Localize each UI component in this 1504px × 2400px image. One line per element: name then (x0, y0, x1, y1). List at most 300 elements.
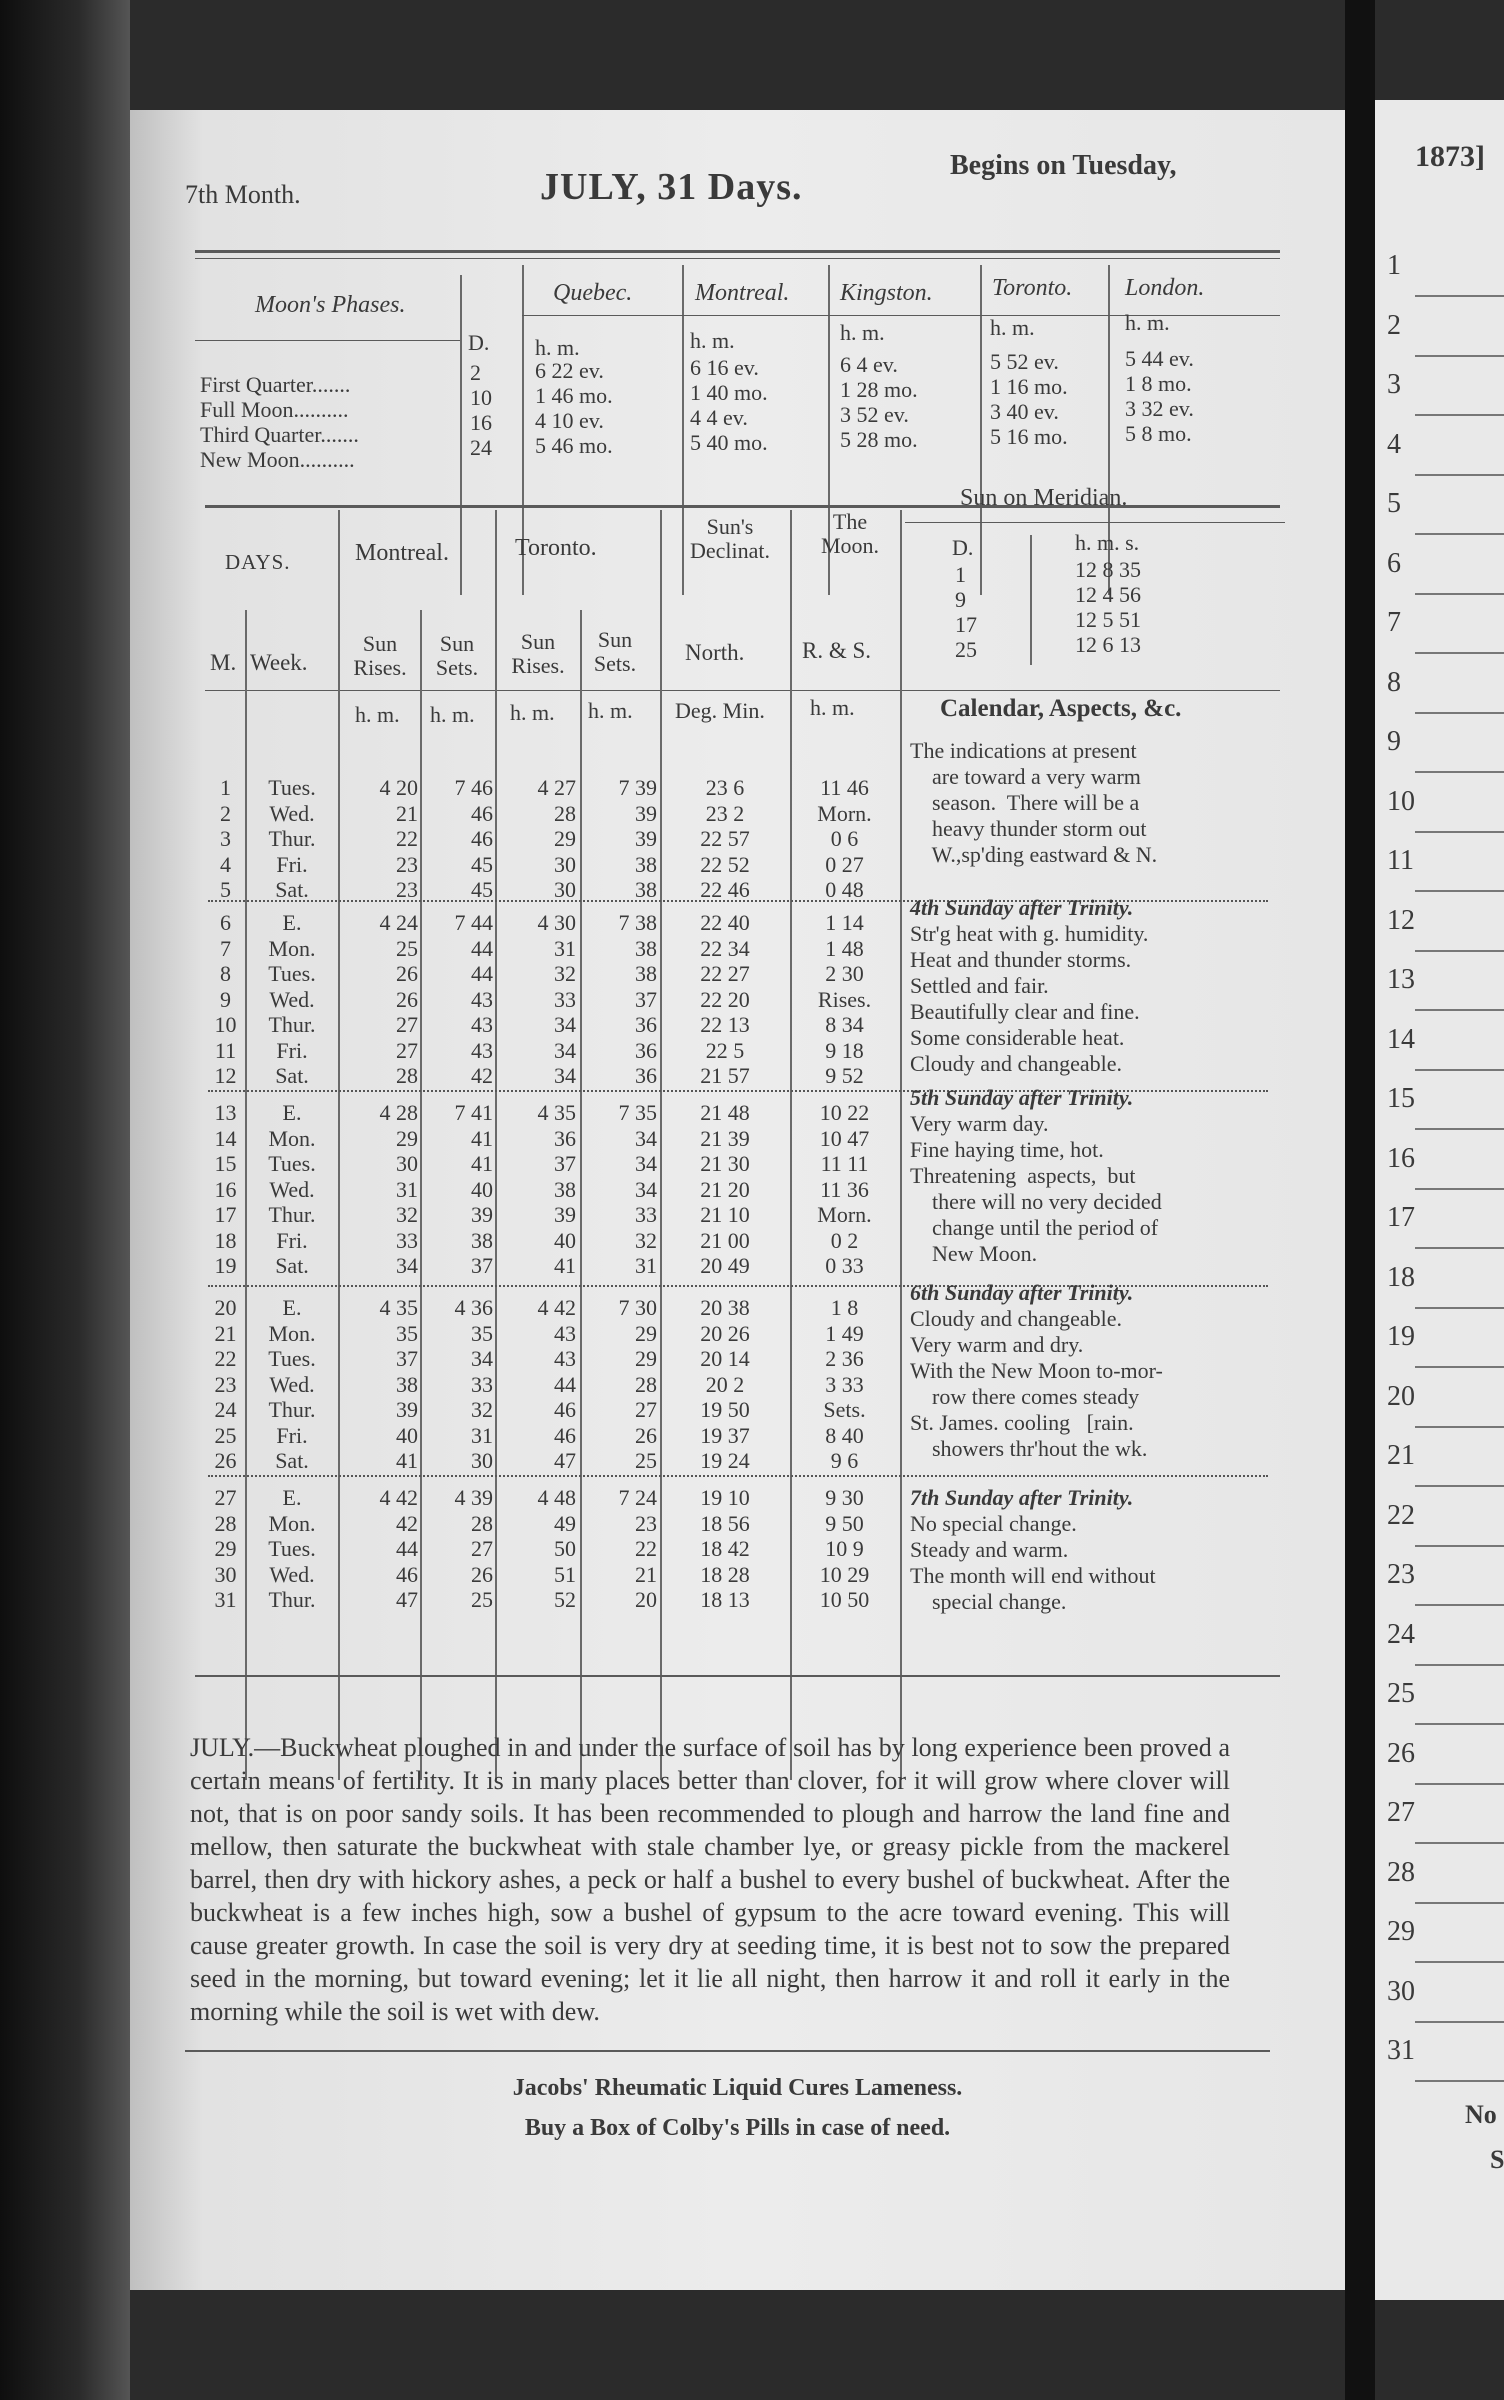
day-cell-dec: 18 13 (700, 1587, 750, 1612)
day-cell-ts: 7 24 (618, 1485, 657, 1510)
day-cell-ts: 27 (635, 1397, 657, 1422)
right-page (1375, 100, 1504, 2300)
day-cell-w: Wed. (269, 986, 315, 1012)
day-cell-tr: 37 (554, 1151, 576, 1176)
day-cell-w: Mon. (268, 1320, 316, 1346)
right-day-number: 27 (1387, 1797, 1415, 1828)
day-cell-m: 11 (214, 1037, 237, 1063)
day-cell-ms: 34 (471, 1346, 493, 1371)
day-cell-mr: 4 35 (379, 1295, 418, 1320)
day-cell-moon: Morn. (817, 1202, 872, 1227)
phase-time: 3 52 ev. (840, 402, 909, 427)
day-cell-tr: 50 (554, 1536, 576, 1561)
day-cell-ts: 38 (635, 935, 657, 961)
day-cell-ms: 7 46 (454, 775, 493, 800)
day-cell-w: Thur. (268, 1012, 316, 1037)
day-cell-ts: 38 (635, 851, 657, 877)
aspect-line: row there comes steady (910, 1384, 1140, 1409)
day-cell-moon: Rises. (817, 986, 872, 1012)
right-row-rule (1415, 712, 1504, 714)
rule-phases (195, 340, 460, 341)
day-cell-w: E. (282, 910, 302, 935)
right-row-rule (1415, 652, 1504, 654)
rule-para-bottom (185, 2050, 1270, 2052)
right-year: 1873] (1415, 140, 1485, 173)
aspect-line: Steady and warm. (910, 1537, 1069, 1562)
day-cell-dec: 22 27 (700, 961, 750, 986)
aspect-line: 7th Sunday after Trinity. (910, 1485, 1134, 1510)
hm-toronto-sets: h. m. (588, 698, 633, 723)
hdr-declin: Sun's Declinat. (689, 514, 771, 563)
day-cell-moon: Morn. (817, 800, 872, 826)
day-cell-m: 15 (214, 1151, 237, 1176)
day-cell-dec: 18 42 (700, 1536, 750, 1561)
phase-time: 4 10 ev. (535, 408, 604, 433)
day-cell-ms: 37 (471, 1253, 493, 1278)
col-rule-2 (338, 510, 340, 1780)
right-day-number: 4 (1387, 428, 1401, 460)
right-row-rule (1415, 1247, 1504, 1249)
right-row-rule (1415, 950, 1504, 952)
day-cell-moon: 9 50 (825, 1510, 864, 1536)
phase-time: 3 32 ev. (1125, 396, 1194, 421)
right-row-rule (1415, 771, 1504, 773)
hm-montreal-sets: h. m. (430, 702, 475, 727)
right-row-rule (1415, 1188, 1504, 1190)
day-cell-m: 6 (220, 910, 231, 935)
day-cell-m: 12 (214, 1063, 237, 1088)
day-cell-mr: 39 (396, 1397, 418, 1422)
city-london: London. (1125, 275, 1205, 301)
phase-time: 5 40 mo. (690, 430, 768, 455)
right-row-rule (1415, 1961, 1504, 1963)
day-cell-moon: 1 14 (825, 910, 864, 935)
day-cell-dec: 19 37 (700, 1422, 750, 1448)
day-cell-w: E. (282, 1100, 302, 1125)
aspect-line: Some considerable heat. (910, 1025, 1125, 1050)
meridian-day: 1 (955, 562, 966, 587)
hdr-week: Week. (250, 650, 308, 675)
aspect-line: season. There will be a (910, 790, 1140, 815)
day-cell-mr: 4 42 (379, 1485, 418, 1510)
col-rule-1 (245, 610, 247, 1780)
day-cell-m: 13 (214, 1100, 237, 1125)
hm-toronto-rises: h. m. (510, 700, 555, 725)
day-cell-tr: 30 (554, 877, 576, 902)
day-cell-w: Mon. (268, 1510, 316, 1536)
phase-time: 1 16 mo. (990, 374, 1068, 399)
day-cell-moon: 9 18 (825, 1037, 864, 1063)
rule-top (195, 250, 1280, 253)
day-cell-mr: 41 (396, 1448, 418, 1473)
day-cell-ms: 7 41 (454, 1100, 493, 1125)
day-cell-moon: 9 6 (830, 1448, 859, 1473)
day-cell-dec: 22 46 (700, 877, 750, 902)
meridian-time: 12 4 56 (1075, 582, 1141, 607)
day-cell-ts: 36 (635, 1012, 657, 1037)
phase-time: 6 22 ev. (535, 358, 604, 383)
right-row-rule (1415, 2080, 1504, 2082)
right-day-number: 9 (1387, 726, 1401, 757)
day-cell-dec: 21 20 (700, 1176, 750, 1202)
day-cell-dec: 18 28 (700, 1561, 750, 1587)
meridian-time: 12 5 51 (1075, 607, 1141, 632)
day-cell-moon: 11 36 (820, 1176, 869, 1202)
aspect-line: Str'g heat with g. humidity. (910, 921, 1149, 946)
rule-hdr-mid (205, 690, 1280, 691)
day-cell-tr: 32 (554, 961, 576, 986)
right-row-rule (1415, 593, 1504, 595)
right-day-number: 2 (1387, 309, 1401, 341)
phase-time: 1 8 mo. (1125, 371, 1192, 396)
phase-time: 5 28 mo. (840, 427, 918, 452)
day-cell-dec: 23 2 (705, 800, 745, 826)
day-cell-ts: 7 39 (618, 775, 657, 800)
right-day-number: 7 (1387, 607, 1401, 638)
right-day-number: 5 (1387, 488, 1401, 519)
day-cell-w: Wed. (269, 1561, 315, 1587)
day-cell-mr: 29 (396, 1125, 418, 1151)
day-cell-mr: 44 (396, 1536, 418, 1561)
day-cell-tr: 34 (554, 1063, 576, 1088)
day-cell-tr: 36 (554, 1125, 576, 1151)
aspect-line: showers thr'hout the wk. (910, 1436, 1148, 1461)
day-cell-tr: 46 (554, 1422, 576, 1448)
day-cell-ms: 46 (471, 826, 493, 851)
day-cell-w: Tues. (268, 961, 316, 986)
day-cell-w: Tues. (268, 1346, 316, 1371)
book-gutter (1345, 0, 1375, 2400)
hm-toronto: h. m. (990, 315, 1035, 340)
phase-time: 5 44 ev. (1125, 346, 1194, 371)
day-cell-m: 5 (220, 877, 231, 902)
day-cell-ts: 39 (635, 826, 657, 851)
day-cell-ms: 45 (471, 851, 493, 877)
day-cell-ts: 25 (635, 1448, 657, 1473)
day-cell-mr: 37 (396, 1346, 418, 1371)
day-cell-dec: 21 30 (700, 1151, 750, 1176)
day-cell-ts: 36 (635, 1037, 657, 1063)
hdr-north: North. (685, 640, 745, 665)
day-cell-m: 18 (214, 1227, 237, 1253)
day-cell-ts: 34 (635, 1151, 657, 1176)
right-row-rule (1415, 1128, 1504, 1130)
right-footer-1: No (1465, 2100, 1497, 2129)
day-cell-ms: 4 36 (454, 1295, 493, 1320)
day-cell-dec: 22 57 (700, 826, 750, 851)
day-cell-moon: 11 11 (820, 1151, 869, 1176)
day-cell-ts: 29 (635, 1346, 657, 1371)
day-cell-ms: 46 (471, 800, 493, 826)
col-rule-8 (900, 510, 902, 1780)
aspect-line: No special change. (910, 1511, 1077, 1536)
right-row-rule (1415, 1366, 1504, 1368)
day-cell-mr: 23 (396, 877, 418, 902)
day-cell-mr: 21 (396, 800, 418, 826)
day-cell-ts: 38 (635, 877, 657, 902)
day-cell-dec: 20 38 (700, 1295, 750, 1320)
day-cell-dec: 19 24 (700, 1448, 750, 1473)
phase-name: Full Moon.......... (200, 397, 349, 422)
day-cell-w: Wed. (269, 800, 315, 826)
day-cell-tr: 31 (554, 935, 576, 961)
right-row-rule (1415, 890, 1504, 892)
day-cell-tr: 30 (554, 851, 576, 877)
day-cell-ms: 44 (471, 961, 493, 986)
day-cell-tr: 47 (554, 1448, 576, 1473)
day-cell-ts: 33 (635, 1202, 657, 1227)
day-cell-w: Mon. (268, 1125, 316, 1151)
right-row-rule (1415, 1307, 1504, 1309)
day-cell-mr: 32 (396, 1202, 418, 1227)
aspect-line: 6th Sunday after Trinity. (910, 1280, 1134, 1305)
day-cell-mr: 42 (396, 1510, 418, 1536)
day-cell-ms: 43 (471, 986, 493, 1012)
day-cell-m: 23 (214, 1371, 237, 1397)
right-day-number: 20 (1387, 1380, 1415, 1412)
day-cell-ts: 32 (635, 1227, 657, 1253)
day-cell-ts: 23 (635, 1510, 657, 1536)
day-cell-mr: 28 (396, 1063, 418, 1088)
day-cell-dec: 20 26 (700, 1320, 750, 1346)
day-cell-m: 17 (214, 1202, 237, 1227)
phase-time: 3 40 ev. (990, 399, 1059, 424)
day-cell-ts: 36 (635, 1063, 657, 1088)
day-cell-moon: 2 36 (825, 1346, 864, 1371)
day-cell-tr: 46 (554, 1397, 576, 1422)
phase-time: 1 40 mo. (690, 380, 768, 405)
aspect-line: Cloudy and changeable. (910, 1306, 1122, 1331)
right-row-rule (1415, 1545, 1504, 1547)
day-cell-w: Wed. (269, 1371, 315, 1397)
day-cell-ms: 26 (471, 1561, 493, 1587)
day-cell-m: 25 (214, 1422, 237, 1448)
ad-line-2: Buy a Box of Colby's Pills in case of need. (524, 2115, 951, 2141)
day-cell-ts: 34 (635, 1176, 657, 1202)
right-day-number: 23 (1387, 1559, 1415, 1590)
day-cell-tr: 34 (554, 1012, 576, 1037)
right-row-rule (1415, 831, 1504, 833)
day-cell-w: Thur. (268, 1397, 316, 1422)
day-cell-tr: 4 30 (537, 910, 576, 935)
day-cell-moon: 1 8 (830, 1295, 859, 1320)
right-day-number: 8 (1387, 666, 1401, 698)
day-cell-ts: 7 35 (618, 1100, 657, 1125)
day-cell-tr: 52 (554, 1587, 576, 1612)
city-toronto: Toronto. (992, 275, 1073, 301)
right-day-number: 18 (1387, 1261, 1415, 1293)
right-row-rule (1415, 1485, 1504, 1487)
day-cell-m: 20 (214, 1295, 237, 1320)
meridian-d-header: D. (952, 535, 974, 560)
right-day-number: 15 (1387, 1083, 1415, 1114)
day-cell-ts: 26 (635, 1422, 657, 1448)
week-separator (208, 1475, 1268, 1477)
day-cell-w: Tues. (268, 775, 316, 800)
day-cell-ts: 37 (635, 986, 657, 1012)
aspect-line: The indications at present (910, 738, 1137, 763)
aspect-line: there will no very decided (910, 1189, 1162, 1214)
aspect-line: are toward a very warm (910, 764, 1141, 789)
right-day-number: 1 (1387, 250, 1401, 281)
day-cell-dec: 22 13 (700, 1012, 750, 1037)
day-cell-tr: 41 (554, 1253, 576, 1278)
right-row-rule (1415, 1069, 1504, 1071)
right-day-number: 16 (1387, 1142, 1415, 1174)
right-day-number: 11 (1387, 845, 1414, 876)
hm-degmin: Deg. Min. (675, 698, 765, 723)
day-cell-dec: 23 6 (705, 775, 745, 800)
begins-label: Begins on Tuesday, (950, 150, 1177, 181)
rule-meridian (905, 522, 1285, 523)
day-cell-ts: 31 (635, 1253, 657, 1278)
day-cell-ms: 33 (471, 1371, 493, 1397)
phases-day-header: D. (468, 330, 490, 355)
day-cell-mr: 38 (396, 1371, 418, 1397)
day-cell-mr: 26 (396, 986, 418, 1012)
meridian-day: 25 (955, 637, 977, 662)
day-cell-m: 1 (220, 775, 231, 800)
day-cell-w: Sat. (275, 877, 309, 902)
day-cell-moon: 10 9 (825, 1536, 864, 1561)
day-cell-w: Sat. (275, 1448, 309, 1473)
day-cell-moon: 9 30 (825, 1485, 864, 1510)
right-day-number: 22 (1387, 1499, 1415, 1531)
day-cell-mr: 33 (396, 1227, 418, 1253)
day-cell-mr: 35 (396, 1320, 418, 1346)
phase-time: 5 8 mo. (1125, 421, 1192, 446)
day-cell-tr: 28 (554, 800, 576, 826)
right-row-rule (1415, 2021, 1504, 2023)
day-cell-ts: 21 (635, 1561, 657, 1587)
aspect-line: 4th Sunday after Trinity. (910, 895, 1134, 920)
day-cell-ms: 39 (471, 1202, 493, 1227)
day-cell-ts: 28 (635, 1371, 657, 1397)
day-cell-ms: 44 (471, 935, 493, 961)
hdr-montreal: Montreal. (355, 540, 449, 566)
right-day-number: 10 (1387, 785, 1415, 817)
day-cell-moon: 10 22 (819, 1100, 870, 1125)
day-cell-mr: 25 (396, 935, 418, 961)
day-cell-mr: 4 28 (379, 1100, 418, 1125)
day-cell-m: 26 (214, 1448, 237, 1473)
almanac-page (130, 110, 1345, 2290)
day-cell-moon: 0 48 (825, 877, 864, 902)
hdr-toronto-sets: Sun Sets. (593, 627, 637, 676)
hdr-toronto-rises: Sun Rises. (511, 629, 565, 678)
phase-name: First Quarter....... (200, 372, 351, 397)
city-kingston: Kingston. (840, 280, 933, 306)
phase-day: 24 (470, 435, 492, 460)
book-edge-left (0, 0, 130, 2400)
day-cell-ms: 25 (471, 1587, 493, 1612)
day-cell-w: Sat. (275, 1063, 309, 1088)
day-cell-mr: 27 (396, 1012, 418, 1037)
day-cell-dec: 22 5 (705, 1037, 745, 1063)
day-cell-ms: 40 (471, 1176, 493, 1202)
right-row-rule (1415, 533, 1504, 535)
right-row-rule (1415, 1664, 1504, 1666)
day-cell-m: 31 (214, 1587, 237, 1612)
day-cell-m: 24 (214, 1397, 237, 1422)
day-cell-ms: 43 (471, 1012, 493, 1037)
day-cell-w: Fri. (276, 1037, 308, 1063)
right-row-rule (1415, 1604, 1504, 1606)
day-cell-w: Thur. (268, 1587, 316, 1612)
page-title: JULY, 31 Days. (540, 166, 803, 208)
day-cell-moon: 3 33 (825, 1371, 864, 1397)
day-cell-ms: 30 (471, 1448, 493, 1473)
day-cell-dec: 22 20 (700, 986, 750, 1012)
rule-para-top (195, 1675, 1280, 1677)
phase-time: 1 28 mo. (840, 377, 918, 402)
aspect-line: Fine haying time, hot. (910, 1137, 1104, 1162)
meridian-hms-header: h. m. s. (1075, 530, 1140, 555)
aspect-line: Very warm day. (910, 1111, 1049, 1136)
day-cell-mr: 31 (396, 1176, 418, 1202)
day-cell-mr: 34 (396, 1253, 418, 1278)
day-cell-tr: 40 (554, 1227, 576, 1253)
phase-time: 6 16 ev. (690, 355, 759, 380)
meridian-time: 12 8 35 (1075, 557, 1141, 582)
day-cell-tr: 43 (554, 1346, 576, 1371)
day-cell-tr: 51 (554, 1561, 576, 1587)
day-cell-m: 21 (214, 1320, 237, 1346)
day-cell-m: 22 (214, 1346, 237, 1371)
aspect-line: Threatening aspects, but (910, 1163, 1136, 1188)
day-cell-w: Fri. (276, 1422, 308, 1448)
day-cell-moon: 10 29 (819, 1561, 870, 1587)
right-day-number: 31 (1387, 2035, 1415, 2066)
day-cell-ms: 31 (471, 1422, 493, 1448)
day-cell-ms: 35 (471, 1320, 493, 1346)
aspect-line: With the New Moon to-mor- (910, 1358, 1163, 1383)
day-cell-moon: 0 2 (830, 1227, 859, 1253)
day-cell-m: 2 (220, 800, 231, 826)
day-cell-m: 3 (220, 826, 231, 851)
ad-line-1: Jacobs' Rheumatic Liquid Cures Lameness. (512, 2075, 963, 2101)
right-day-number: 19 (1387, 1321, 1415, 1352)
right-footer-2: S (1490, 2145, 1504, 2174)
col-rule-3 (420, 610, 422, 1780)
day-cell-w: Tues. (268, 1151, 316, 1176)
day-cell-m: 30 (214, 1561, 237, 1587)
day-cell-moon: 2 30 (825, 961, 864, 986)
day-cell-moon: 9 52 (825, 1063, 864, 1088)
day-cell-m: 8 (220, 961, 231, 986)
day-cell-m: 29 (214, 1536, 237, 1561)
hm-montreal-rises: h. m. (355, 702, 400, 727)
day-cell-m: 7 (220, 935, 231, 961)
day-cell-mr: 26 (396, 961, 418, 986)
day-cell-mr: 40 (396, 1422, 418, 1448)
day-cell-mr: 4 24 (379, 910, 418, 935)
day-cell-ts: 29 (635, 1320, 657, 1346)
col-rule-6 (660, 510, 662, 1780)
day-cell-mr: 46 (396, 1561, 418, 1587)
day-cell-m: 4 (220, 851, 231, 877)
day-cell-w: E. (282, 1485, 302, 1510)
day-cell-moon: 0 27 (825, 851, 864, 877)
day-cell-ms: 41 (471, 1151, 493, 1176)
aspect-line: Settled and fair. (910, 973, 1049, 998)
day-cell-ts: 38 (635, 961, 657, 986)
day-cell-mr: 22 (396, 826, 418, 851)
day-cell-dec: 20 49 (700, 1253, 750, 1278)
day-cell-dec: 21 00 (700, 1227, 750, 1253)
sun-meridian-title: Sun on Meridian. (960, 485, 1128, 511)
day-cell-m: 27 (214, 1485, 237, 1510)
